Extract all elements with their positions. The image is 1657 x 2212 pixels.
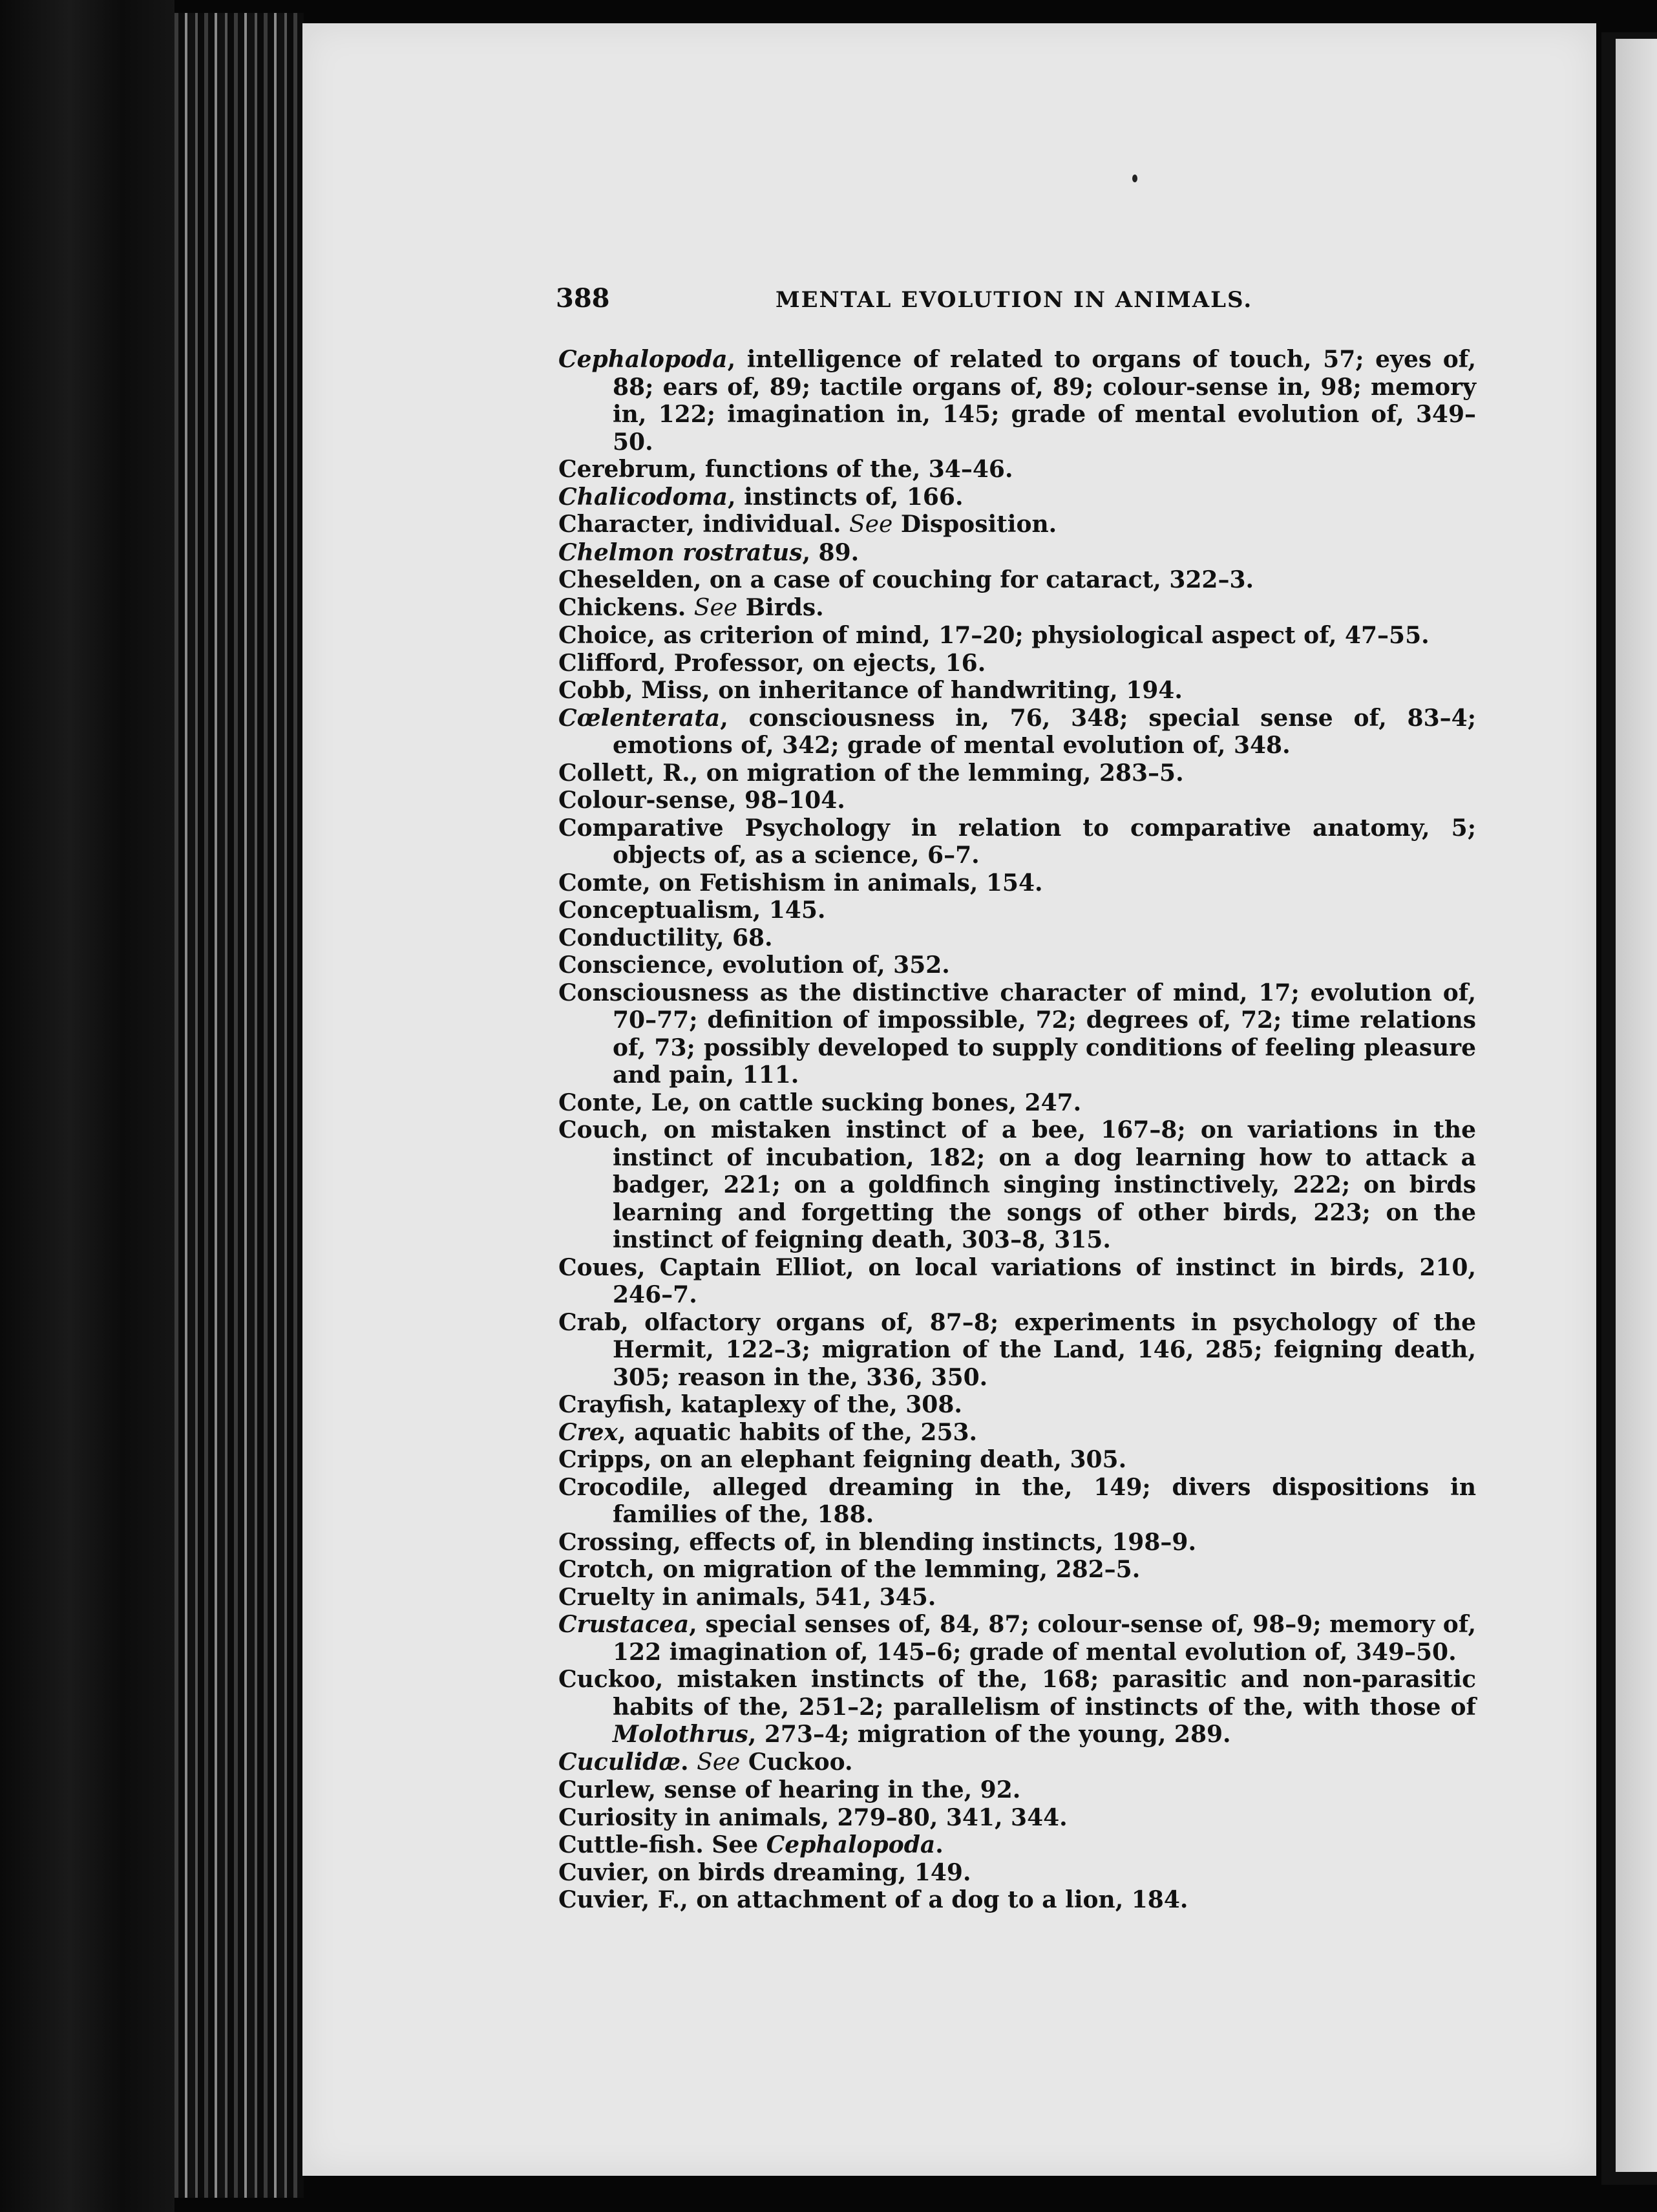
index-entry [558,1776,1476,1804]
entry-text: , intelligence of related to organs of touch, 57; eyes of, 88; ears of, 89; tactile organs of, 89; colour-sense in, 98; memory in, 122; imagination in, 145; grade of mental evolution of, 349–50. [613,346,1476,456]
entry-text: , on Fetishism in animals, 154. [642,869,1043,897]
index-entry [558,705,1476,760]
entry-heading: Consciousness [558,979,749,1006]
entry-text: , on birds dreaming, 149. [641,1858,971,1886]
scan-left-edge [0,0,174,2212]
entry-heading: Choice [558,622,648,649]
entry-text: , mistaken instincts of the, 168; parasitic and non-parasitic habits of the, 251–2; parallelism of instincts of the, with those of [613,1666,1476,1721]
entry-text: , functions of the, 34–46. [688,456,1013,483]
index-entry [558,869,1476,897]
entry-text: in relation to comparative anatomy, 5; objects of, as a science, 6–7. [613,814,1476,869]
entry-text: , on attachment of a dog to a lion, 184. [680,1886,1188,1913]
index-entry [558,1529,1476,1557]
index-entry [558,1584,1476,1611]
entry-text: , olfactory organs of, 87–8; experiments in psychology of the Hermit, 122–3; migration of the Land, 146, 285; feigning death, 305; reason in the, 336, 350. [613,1308,1476,1391]
entry-text: , 145. [752,897,826,924]
entry-heading: Crotch [558,1556,647,1583]
entry-heading: Cuvier, F. [558,1886,681,1913]
index-entry [558,677,1476,705]
index-entry [558,1474,1476,1529]
entry-text: , Professor, on ejects, 16. [657,649,986,677]
entry-text-continued: Cuckoo. [740,1748,853,1776]
index-entry [558,952,1476,979]
entry-text: , on an elephant feigning death, 305. [643,1446,1127,1473]
entry-text-continued: . [935,1831,944,1858]
entry-text: , instincts of, 166. [728,483,964,511]
index-entry [558,456,1476,484]
index-entry [558,924,1476,952]
entry-text: , sense of hearing in the, 92. [648,1776,1021,1803]
entry-text: . [680,1748,697,1776]
entry-heading: Character [558,511,687,538]
index-entry [558,1749,1476,1777]
index-entry [558,814,1476,869]
entry-text: . [677,593,694,621]
entry-heading: Conceptualism [558,897,753,924]
entry-heading: Couch [558,1116,640,1143]
index-entry [558,1804,1476,1832]
entry-heading: Cuckoo [558,1666,655,1693]
index-entry [558,1556,1476,1584]
entry-heading: Cephalopoda [558,346,728,373]
entry-heading: Conductility [558,924,716,952]
index-entry [558,650,1476,677]
entry-heading: Crayfish [558,1391,665,1418]
entry-heading: Curlew [558,1776,648,1803]
entry-heading: Crab [558,1308,621,1336]
entry-heading: Cripps [558,1446,644,1473]
entry-text: , Miss, on inheritance of handwriting, 194. [625,677,1183,704]
entry-text-continued: Disposition. [892,511,1057,538]
page-number: 388 [556,283,610,314]
entry-heading: Colour-sense [558,787,728,814]
entry-heading: Comte [558,869,643,897]
ink-speck [1132,175,1137,182]
index-entry [558,346,1476,456]
index-entry [558,1831,1476,1859]
index-entry [558,979,1476,1089]
entry-text: , kataplexy of the, 308. [664,1391,962,1418]
entry-heading: Conte, Le [558,1089,682,1116]
index-entry [558,1886,1476,1914]
index-entry [558,539,1476,567]
entry-text: , Captain Elliot, on local variations of instinct in birds, 210, 246–7. [613,1253,1476,1308]
entry-heading: Clifford [558,649,658,677]
entry-heading: Conscience [558,952,706,979]
entry-text: , special senses of, 84, 87; colour-sense of, 98–9; memory of, 122 imagination of, 145–6; grade of mental evolution of, 349–50. [613,1611,1476,1666]
index-entry [558,484,1476,511]
index-entry [558,1419,1476,1447]
entry-heading: Chalicodoma [558,483,728,511]
entry-text: as the distinctive character of mind, 17; evolution of, 70–77; definition of impossible, 72; degrees of, 72; time relations of, 73; possibly developed to supply conditions of feeling pleasure and pain, 111. [613,979,1476,1089]
book-spine [174,13,304,2198]
index-entry [558,622,1476,650]
entry-heading: Comparative Psychology [558,814,890,842]
entry-heading: Coues [558,1253,638,1281]
entry-italic-reference: Cephalopoda [766,1831,936,1858]
index-entry [558,594,1476,622]
entry-text: in animals, 279–80, 341, 344. [676,1803,1068,1831]
entry-text: , 98–104. [728,787,845,814]
index-entry [558,511,1476,539]
index-entry [558,1666,1476,1749]
entry-text: , on cattle sucking bones, 247. [682,1089,1082,1116]
entry-heading: Chickens [558,593,678,621]
index-entry [558,1116,1476,1254]
entry-text: , effects of, in blending instincts, 198–9. [673,1528,1196,1556]
entry-heading: Crustacea [558,1611,690,1638]
entry-heading: Cobb [558,677,626,704]
entry-text: , R., on migration of the lemming, 283–5. [646,759,1184,787]
entry-see-reference: See [693,594,738,621]
entry-text: , individual. [686,511,850,538]
entry-heading: Cuttle-fish [558,1831,696,1858]
entry-text: , on a case of couching for cataract, 322–3. [693,566,1254,593]
index-entry [558,1089,1476,1117]
entry-text: , aquatic habits of the, 253. [618,1418,978,1446]
index-body [558,346,1476,1914]
index-entry [558,760,1476,787]
index-entry [558,1254,1476,1309]
entry-text-continued: , 273–4; migration of the young, 289. [748,1721,1231,1748]
entry-heading: Cruelty [558,1583,654,1611]
entry-heading: Crossing [558,1528,673,1556]
entry-heading: Cuvier [558,1858,642,1886]
entry-heading: Crocodile [558,1473,683,1501]
entry-text: , on migration of the lemming, 282–5. [646,1556,1141,1583]
entry-text-continued: Birds. [737,593,824,621]
entry-text: , on mistaken instinct of a bee, 167–8; on variations in the instinct of incubation, 182; on a dog learning how to attack a badger, 221; on a goldfinch singing instinctively, 222; on birds learning and forgetting the songs of other birds, 223; on the instinct of feigning death, 303–8, 315. [613,1116,1476,1253]
entry-heading: Crex [558,1418,618,1446]
entry-see-reference: See [697,1749,741,1776]
entry-heading: Curiosity [558,1803,677,1831]
index-entry [558,1611,1476,1666]
entry-text: , as criterion of mind, 17–20; physiological aspect of, 47–55. [647,622,1430,649]
entry-text: , consciousness in, 76, 348; special sense of, 83–4; emotions of, 342; grade of mental evolution of, 348. [613,704,1476,759]
entry-text: , alleged dreaming in the, 149; divers dispositions in families of the, 188. [613,1473,1476,1528]
entry-heading: Cerebrum [558,456,689,483]
entry-text: . See [695,1831,766,1858]
entry-see-reference: See [849,511,893,538]
entry-text: , 68. [715,924,773,952]
index-entry [558,1859,1476,1887]
running-head [556,283,1473,322]
index-entry [558,787,1476,814]
index-entry [558,1309,1476,1392]
index-entry [558,1446,1476,1474]
entry-text: , 89. [802,538,860,566]
index-entry [558,897,1476,924]
running-title: MENTAL EVOLUTION IN ANIMALS. [776,287,1253,313]
entry-text: , evolution of, 352. [706,952,950,979]
entry-heading: Chelmon rostratus [558,538,803,566]
entry-heading: Collett [558,759,647,787]
entry-italic-reference: Molothrus [613,1721,748,1748]
next-page-strip [1616,39,1657,2172]
entry-heading: Cheselden [558,566,693,593]
entry-heading: Cuculidæ [558,1748,681,1776]
index-entry [558,566,1476,594]
entry-text: in animals, 541, 345. [653,1583,936,1611]
entry-heading: Cœlenterata [558,704,721,732]
index-entry [558,1391,1476,1419]
